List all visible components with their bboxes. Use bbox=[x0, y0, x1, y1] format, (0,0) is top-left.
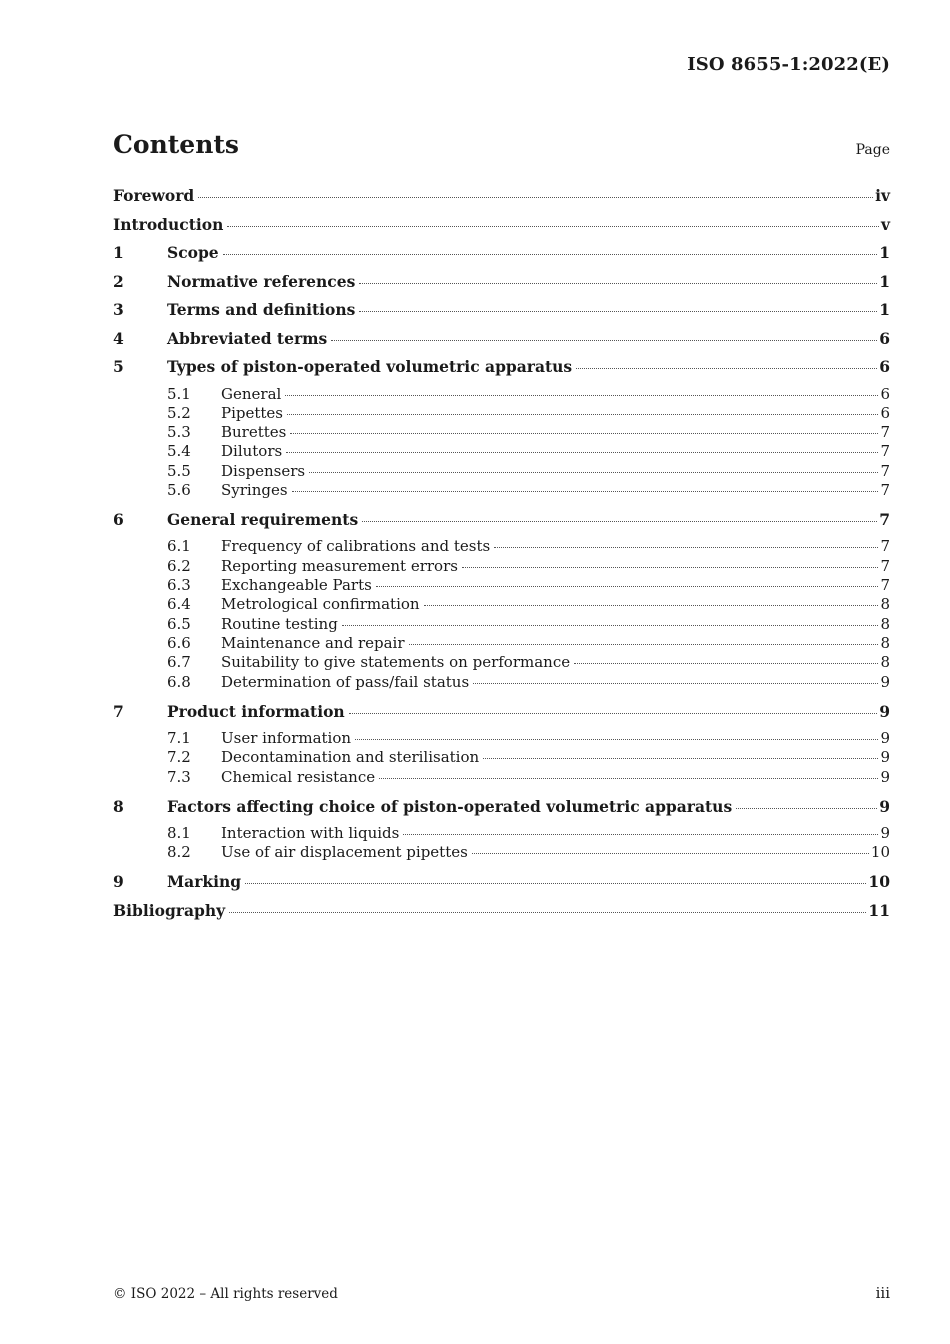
toc-entry-number: 8.1 bbox=[167, 824, 191, 843]
toc-entry-number: 6.6 bbox=[167, 633, 191, 652]
toc-entry-number: 4 bbox=[113, 328, 124, 348]
toc-entry-number: 7.2 bbox=[167, 748, 191, 767]
toc-entry[interactable] bbox=[113, 299, 890, 328]
toc-entry-title: Marking bbox=[167, 872, 242, 892]
toc-entry[interactable] bbox=[113, 673, 890, 701]
toc-entry-number: 5.5 bbox=[167, 461, 191, 480]
dot-leader bbox=[227, 226, 879, 227]
dot-leader bbox=[229, 912, 866, 913]
dot-leader bbox=[309, 472, 878, 473]
dot-leader bbox=[359, 311, 877, 312]
toc-entry[interactable] bbox=[113, 653, 890, 672]
dot-leader bbox=[287, 414, 878, 415]
dot-leader bbox=[409, 644, 879, 645]
toc-entry-title: Decontamination and sterilisation bbox=[221, 748, 480, 767]
toc-entry[interactable] bbox=[113, 701, 890, 730]
toc-entry-title: Reporting measurement errors bbox=[221, 556, 458, 575]
toc-entry-page: 8 bbox=[880, 614, 890, 633]
toc-entry[interactable] bbox=[113, 557, 890, 576]
toc-entry-title: Use of air displacement pipettes bbox=[221, 843, 468, 862]
toc-entry-page: 7 bbox=[880, 480, 890, 499]
dot-leader bbox=[379, 778, 878, 779]
toc-entry-number: 6.8 bbox=[167, 672, 191, 691]
table-of-contents bbox=[113, 185, 890, 928]
toc-entry-title: Dispensers bbox=[221, 461, 306, 480]
toc-entry[interactable] bbox=[113, 242, 890, 271]
toc-entry[interactable] bbox=[113, 185, 890, 214]
toc-entry[interactable] bbox=[113, 404, 890, 423]
toc-entry-number: 5.1 bbox=[167, 384, 191, 403]
toc-entry-title: Bibliography bbox=[113, 900, 226, 920]
dot-leader bbox=[574, 663, 878, 664]
toc-entry[interactable] bbox=[113, 748, 890, 767]
toc-entry[interactable] bbox=[113, 576, 890, 595]
toc-entry-page: 6 bbox=[879, 328, 890, 348]
toc-entry-page: 7 bbox=[880, 576, 890, 595]
toc-entry-title: Abbreviated terms bbox=[167, 328, 328, 348]
toc-entry-title: Factors affecting choice of piston-operated volumetric apparatus bbox=[167, 796, 733, 816]
toc-entry[interactable] bbox=[113, 900, 890, 929]
toc-entry-title: Maintenance and repair bbox=[221, 633, 405, 652]
dot-leader bbox=[198, 197, 873, 198]
toc-entry-page: 9 bbox=[880, 672, 890, 691]
toc-entry-number: 7.3 bbox=[167, 767, 191, 786]
toc-entry[interactable] bbox=[113, 871, 890, 900]
toc-entry-title: General bbox=[221, 384, 282, 403]
toc-entry[interactable] bbox=[113, 214, 890, 243]
toc-entry-title: Introduction bbox=[113, 214, 224, 234]
footer-copyright: © ISO 2022 – All rights reserved bbox=[113, 1286, 338, 1302]
toc-entry-title: Scope bbox=[167, 243, 219, 262]
toc-entry-title: Chemical resistance bbox=[221, 767, 376, 786]
toc-entry-number: 5.6 bbox=[167, 480, 191, 499]
toc-entry-page: 10 bbox=[870, 843, 890, 862]
dot-leader bbox=[342, 625, 879, 626]
toc-entry-number: 6.4 bbox=[167, 595, 191, 614]
toc-entry-number: 7.1 bbox=[167, 729, 191, 748]
toc-entry-page: 7 bbox=[880, 556, 890, 575]
toc-entry-title: Normative references bbox=[167, 271, 356, 291]
dot-leader bbox=[494, 547, 878, 548]
toc-entry-number: 5.4 bbox=[167, 442, 191, 461]
dot-leader bbox=[349, 713, 878, 714]
toc-entry[interactable] bbox=[113, 481, 890, 509]
toc-entry-number: 6.1 bbox=[167, 537, 191, 556]
toc-entry[interactable] bbox=[113, 537, 890, 556]
dot-leader bbox=[223, 254, 878, 255]
toc-entry[interactable] bbox=[113, 729, 890, 748]
dot-leader bbox=[462, 567, 879, 568]
toc-entry-page: 7 bbox=[880, 461, 890, 480]
page-column-label: Page bbox=[855, 142, 890, 158]
toc-entry-title: Burettes bbox=[221, 423, 287, 442]
toc-entry-page: 6 bbox=[880, 384, 890, 403]
toc-entry-title: Routine testing bbox=[221, 614, 338, 633]
toc-entry[interactable] bbox=[113, 442, 890, 461]
toc-entry-page: 9 bbox=[879, 701, 890, 721]
toc-entry-page: 7 bbox=[880, 442, 890, 461]
contents-header bbox=[113, 130, 890, 170]
toc-entry-page: 10 bbox=[868, 872, 890, 892]
dot-leader bbox=[736, 808, 877, 809]
toc-entry-page: 9 bbox=[879, 796, 890, 816]
toc-entry-number: 6.5 bbox=[167, 614, 191, 633]
toc-entry-title: Interaction with liquids bbox=[221, 824, 400, 843]
toc-entry-page: 8 bbox=[880, 653, 890, 672]
toc-entry-number: 8.2 bbox=[167, 843, 191, 862]
toc-entry-page: iv bbox=[875, 186, 890, 205]
toc-entry-title: Foreword bbox=[113, 186, 195, 205]
toc-entry-number: 7 bbox=[113, 701, 124, 721]
toc-entry-title: Dilutors bbox=[221, 442, 283, 461]
toc-entry-title: Terms and definitions bbox=[167, 300, 356, 319]
dot-leader bbox=[424, 605, 879, 606]
toc-entry-page: 9 bbox=[880, 767, 890, 786]
toc-entry[interactable] bbox=[113, 768, 890, 796]
toc-entry[interactable] bbox=[113, 843, 890, 871]
toc-entry-title: Frequency of calibrations and tests bbox=[221, 537, 491, 556]
toc-entry-page: 7 bbox=[880, 537, 890, 556]
dot-leader bbox=[292, 491, 879, 492]
toc-entry-title: Syringes bbox=[221, 480, 288, 499]
toc-entry-title: General requirements bbox=[167, 509, 359, 529]
toc-entry-page: 1 bbox=[879, 243, 890, 262]
toc-entry-number: 5.2 bbox=[167, 403, 191, 422]
toc-entry-page: 1 bbox=[879, 300, 890, 319]
toc-entry-title: Types of piston-operated volumetric apparatus bbox=[167, 357, 573, 376]
toc-entry[interactable] bbox=[113, 385, 890, 404]
toc-entry-number: 8 bbox=[113, 796, 124, 816]
contents-title: Contents bbox=[113, 130, 240, 159]
toc-entry-title: Determination of pass/fail status bbox=[221, 672, 470, 691]
toc-entry-page: 9 bbox=[880, 748, 890, 767]
toc-entry-page: 8 bbox=[880, 633, 890, 652]
toc-entry-number: 6.7 bbox=[167, 653, 191, 672]
toc-entry-page: 7 bbox=[879, 509, 890, 529]
toc-entry[interactable] bbox=[113, 423, 890, 442]
toc-entry-number: 1 bbox=[113, 243, 124, 262]
toc-entry-title: User information bbox=[221, 729, 352, 748]
dot-leader bbox=[290, 433, 878, 434]
toc-entry-page: 6 bbox=[879, 357, 890, 376]
toc-entry[interactable] bbox=[113, 634, 890, 653]
toc-entry-number: 3 bbox=[113, 300, 124, 319]
toc-entry-title: Exchangeable Parts bbox=[221, 576, 372, 595]
dot-leader bbox=[331, 340, 877, 341]
toc-entry-page: 1 bbox=[879, 271, 890, 291]
toc-entry[interactable] bbox=[113, 796, 890, 825]
toc-entry-page: 7 bbox=[880, 423, 890, 442]
toc-entry-number: 5.3 bbox=[167, 423, 191, 442]
document-code: ISO 8655-1:2022(E) bbox=[687, 54, 890, 75]
toc-entry[interactable] bbox=[113, 328, 890, 357]
dot-leader bbox=[576, 368, 877, 369]
toc-entry-title: Metrological confirmation bbox=[221, 595, 420, 614]
toc-entry-number: 2 bbox=[113, 271, 124, 291]
toc-entry-page: 9 bbox=[880, 824, 890, 843]
toc-entry-number: 6 bbox=[113, 509, 124, 529]
toc-entry[interactable] bbox=[113, 509, 890, 538]
toc-entry-page: v bbox=[880, 214, 890, 234]
toc-entry-page: 9 bbox=[880, 729, 890, 748]
dot-leader bbox=[362, 521, 877, 522]
toc-entry-number: 6.2 bbox=[167, 556, 191, 575]
dot-leader bbox=[245, 883, 866, 884]
toc-entry-page: 6 bbox=[880, 403, 890, 422]
dot-leader bbox=[473, 683, 878, 684]
dot-leader bbox=[483, 758, 878, 759]
toc-entry[interactable] bbox=[113, 462, 890, 481]
toc-entry-number: 5 bbox=[113, 357, 124, 376]
dot-leader bbox=[286, 452, 878, 453]
dot-leader bbox=[285, 395, 878, 396]
toc-entry[interactable] bbox=[113, 271, 890, 300]
toc-entry[interactable] bbox=[113, 615, 890, 634]
toc-entry-title: Suitability to give statements on performance bbox=[221, 653, 571, 672]
toc-entry-number: 6.3 bbox=[167, 576, 191, 595]
toc-entry-title: Pipettes bbox=[221, 403, 283, 422]
dot-leader bbox=[359, 283, 877, 284]
dot-leader bbox=[355, 739, 878, 740]
toc-entry-title: Product information bbox=[167, 701, 345, 721]
toc-entry[interactable] bbox=[113, 356, 890, 385]
toc-entry[interactable] bbox=[113, 595, 890, 614]
toc-entry-number: 9 bbox=[113, 872, 124, 892]
toc-entry-page: 11 bbox=[868, 900, 890, 920]
dot-leader bbox=[376, 586, 879, 587]
dot-leader bbox=[472, 853, 869, 854]
dot-leader bbox=[403, 834, 878, 835]
toc-entry[interactable] bbox=[113, 824, 890, 843]
footer-page-number: iii bbox=[875, 1284, 890, 1302]
toc-entry-page: 8 bbox=[880, 595, 890, 614]
